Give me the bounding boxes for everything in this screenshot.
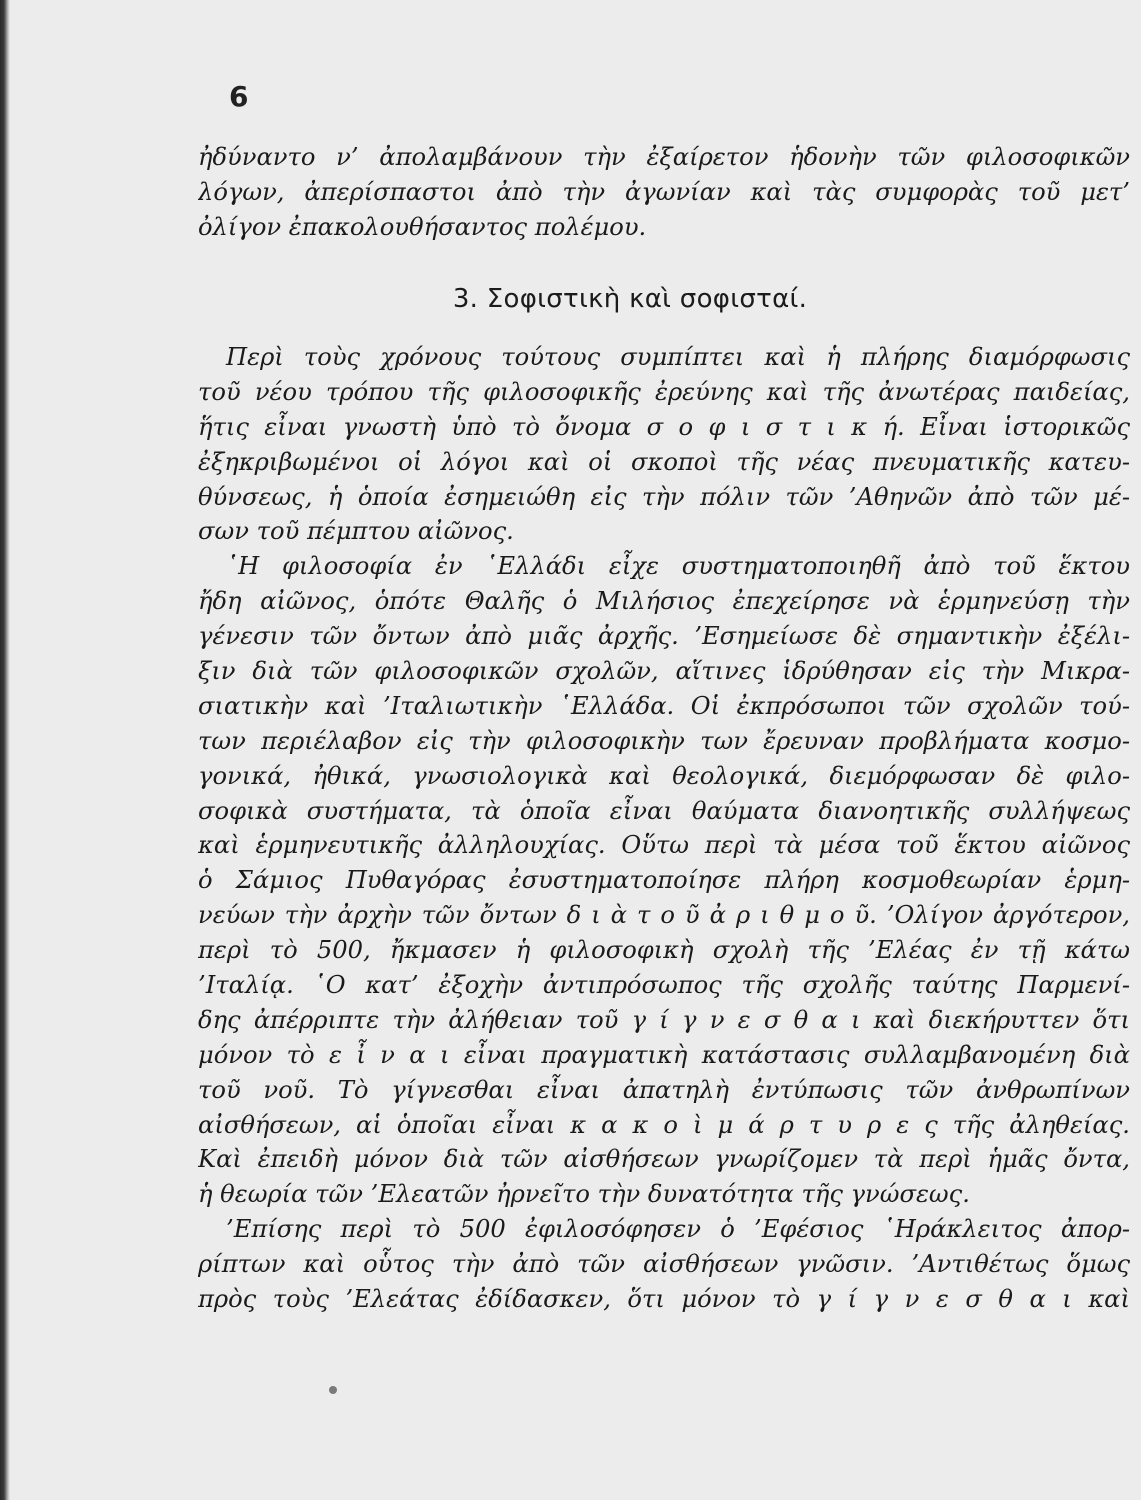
ink-speck [329, 1386, 337, 1394]
text-line: ἠδύναντο ν’ ἀπολαμβάνουν τὴν ἐξαίρετον ἡδονὴν τῶν φιλοσοφικῶν [198, 143, 1130, 171]
text-line: ἤδη αἰῶνος, ὁπότε Θαλῆς ὁ Μιλήσιος ἐπεχείρησε νὰ ἑρμηνεύσῃ τὴν [198, 587, 1130, 616]
text-line: σιατικὴν καὶ ’Ιταλιωτικὴν ῾Ελλάδα. Οἱ ἐκπρόσωποι τῶν σχολῶν τού- [198, 691, 1130, 720]
text-line: ῾Η φιλοσοφία ἐν ῾Ελλάδι εἶχε συστηματοποιηθῆ ἀπὸ τοῦ ἕκτου [226, 552, 1130, 581]
text-line: ’Ιταλίᾳ. ῾Ο κατ’ ἐξοχὴν ἀντιπρόσωπος τῆς σχολῆς ταύτης Παρμενί- [198, 971, 1130, 1000]
text-line: ἥτις εἶναι γνωστὴ ὑπὸ τὸ ὄνομα σ ο φ ι σ τ ι κ ή. Εἶναι ἱστορικῶς [198, 412, 1130, 441]
text-line: ’Επίσης περὶ τὸ 500 ἐφιλοσόφησεν ὁ ’Εφέσιος ῾Ηράκλειτος ἀπορ- [226, 1215, 1130, 1244]
text-line: θύνσεως, ἡ ὁποία ἐσημειώθη εἰς τὴν πόλιν τῶν ’Αθηνῶν ἀπὸ τῶν μέ- [198, 482, 1130, 511]
text-line: αἰσθήσεων, αἱ ὁποῖαι εἶναι κ α κ ο ὶ μ ά ρ τ υ ρ ε ς τῆς ἀληθείας. [198, 1110, 1130, 1139]
text-line: πρὸς τοὺς ’Ελεάτας ἐδίδασκεν, ὅτι μόνον τὸ γ ί γ ν ε σ θ α ι καὶ [198, 1285, 1130, 1314]
text-line: σοφικὰ συστήματα, τὰ ὁποῖα εἶναι θαύματα διανοητικῆς συλλήψεως [198, 796, 1130, 825]
body-text [198, 340, 1130, 1317]
text-line: λόγων, ἀπερίσπαστοι ἀπὸ τὴν ἀγωνίαν καὶ τὰς συμφορὰς τοῦ μετ’ [198, 177, 1130, 206]
text-line: σων τοῦ πέμπτου αἰῶνος. [198, 517, 514, 546]
text-line: ἐξηκριβωμένοι οἱ λόγοι καὶ οἱ σκοποὶ τῆς νέας πνευματικῆς κατευ- [198, 447, 1130, 476]
text-line: ὀλίγον ἐπακολουθήσαντος πολέμου. [198, 212, 647, 241]
text-line: τοῦ νοῦ. Τὸ γίγνεσθαι εἶναι ἀπατηλὴ ἐντύπωσις τῶν ἀνθρωπίνων [198, 1075, 1130, 1104]
page-number: 6 [229, 80, 249, 113]
text-line: περὶ τὸ 500, ἤκμασεν ἡ φιλοσοφικὴ σχολὴ τῆς ’Ελέας ἐν τῇ κάτω [198, 936, 1130, 965]
text-line: Καὶ ἐπειδὴ μόνον διὰ τῶν αἰσθήσεων γνωρίζομεν τὰ περὶ ἡμᾶς ὄντα, [198, 1145, 1130, 1174]
top-paragraph [198, 140, 1130, 245]
text-line: ὁ Σάμιος Πυθαγόρας ἐσυστηματοποίησε πλήρη κοσμοθεωρίαν ἑρμη- [198, 866, 1130, 895]
text-line: νεύων τὴν ἀρχὴν τῶν ὄντων δ ι ὰ τ ο ῦ ἀ ρ ι θ μ ο ῦ. ’Ολίγον ἀργότερον, [198, 901, 1130, 930]
text-line: γονικά, ἠθικά, γνωσιολογικὰ καὶ θεολογικά, διεμόρφωσαν δὲ φιλο- [198, 761, 1130, 790]
text-line: μόνον τὸ ε ἶ ν α ι εἶναι πραγματικὴ κατάστασις συλλαμβανομένη διὰ [198, 1040, 1130, 1069]
section-heading: 3. Σοφιστικὴ καὶ σοφισταί. [452, 284, 808, 314]
text-line: τοῦ νέου τρόπου τῆς φιλοσοφικῆς ἐρεύνης καὶ τῆς ἀνωτέρας παιδείας, [198, 377, 1130, 406]
text-line: δης ἀπέρριπτε τὴν ἀλήθειαν τοῦ γ ί γ ν ε σ θ α ι καὶ διεκήρυττεν ὅτι [198, 1005, 1130, 1034]
text-line: ρίπτων καὶ οὗτος τὴν ἀπὸ τῶν αἰσθήσεων γνῶσιν. ’Αντιθέτως ὅμως [198, 1250, 1130, 1279]
text-line: των περιέλαβον εἰς τὴν φιλοσοφικὴν των ἔρευναν προβλήματα κοσμο- [198, 726, 1130, 755]
text-line: ξιν διὰ τῶν φιλοσοφικῶν σχολῶν, αἵτινες ἱδρύθησαν εἰς τὴν Μικρα- [198, 657, 1130, 686]
text-line: ἡ θεωρία τῶν ’Ελεατῶν ἠρνεῖτο τὴν δυνατότητα τῆς γνώσεως. [198, 1180, 970, 1209]
text-line: καὶ ἑρμηνευτικῆς ἀλληλουχίας. Οὕτω περὶ τὰ μέσα τοῦ ἕκτου αἰῶνος [198, 831, 1130, 860]
text-line: γένεσιν τῶν ὄντων ἀπὸ μιᾶς ἀρχῆς. ’Εσημείωσε δὲ σημαντικὴν ἐξέλι- [198, 622, 1130, 651]
text-line: Περὶ τοὺς χρόνους τούτους συμπίπτει καὶ ἡ πλήρης διαμόρφωσις [226, 343, 1130, 371]
